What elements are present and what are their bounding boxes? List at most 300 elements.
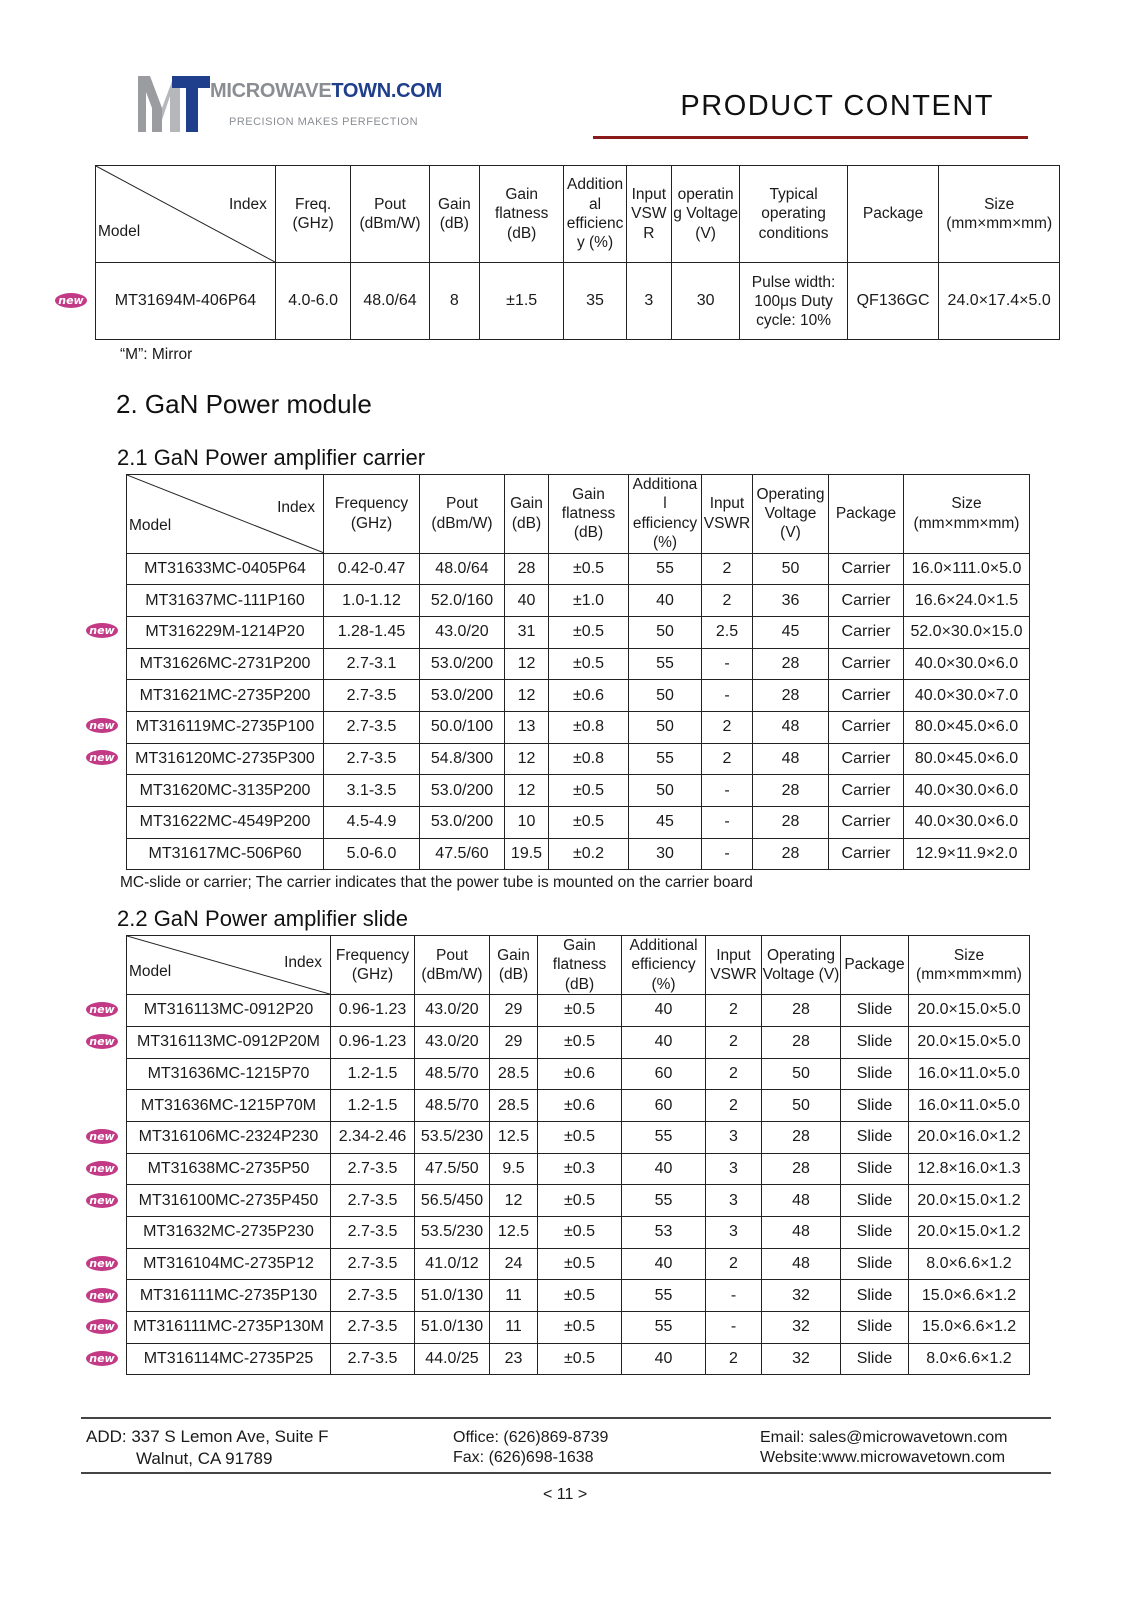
table-cell: 40 (622, 995, 706, 1027)
table-cell: 80.0×45.0×6.0 (904, 711, 1030, 743)
table-cell: 12 (505, 648, 549, 680)
company-logo (138, 74, 442, 144)
table-row (127, 1153, 1030, 1185)
table-cell: 12 (490, 1185, 538, 1217)
table-row (127, 1185, 1030, 1217)
footer-phone (453, 1428, 608, 1468)
corner-header-cell (96, 166, 276, 263)
logo-wordmark: MICROWAVETOWN.COM (210, 80, 442, 102)
table-cell: 55 (629, 553, 702, 585)
table-cell: 32 (762, 1312, 841, 1344)
table-cell: 31 (505, 616, 549, 648)
table-cell: Slide (841, 1121, 909, 1153)
table-row (127, 775, 1030, 807)
table-cell: Slide (841, 1058, 909, 1090)
column-header: Additional efficiency (%) (622, 936, 706, 995)
table-cell: 55 (629, 648, 702, 680)
table-cell: Slide (841, 1312, 909, 1344)
logo-tagline: PRECISION MAKES PERFECTION (229, 116, 419, 128)
table-cell: 2.7-3.5 (331, 1280, 415, 1312)
table-cell: 2 (702, 711, 753, 743)
table-cell: 16.0×111.0×5.0 (904, 553, 1030, 585)
column-header: Size (mm×mm×mm) (904, 475, 1030, 554)
corner-header-cell (127, 936, 331, 995)
product-table-mirror (95, 165, 1060, 340)
table-cell: 55 (622, 1280, 706, 1312)
table-cell: 2 (706, 1090, 762, 1122)
table-cell: 54.8/300 (420, 743, 505, 775)
table-header-row (127, 936, 1030, 995)
table-cell: 0.96-1.23 (331, 995, 415, 1027)
index-label: Index (284, 954, 322, 972)
table-cell: 16.6×24.0×1.5 (904, 585, 1030, 617)
table-cell: 28.5 (490, 1090, 538, 1122)
footer-address (86, 1426, 329, 1470)
table-cell: 2 (706, 1058, 762, 1090)
table-cell: ±0.8 (549, 743, 629, 775)
table-cell: 45 (753, 616, 829, 648)
column-header: Input VSW R (626, 166, 671, 263)
table-cell: - (702, 775, 753, 807)
table-cell: Carrier (829, 807, 904, 839)
table-cell: 8.0×6.6×1.2 (909, 1343, 1030, 1375)
table-cell: 12 (505, 775, 549, 807)
index-label: Index (229, 195, 267, 213)
table-row (127, 1121, 1030, 1153)
table-cell: 2.7-3.5 (331, 1248, 415, 1280)
table-cell: Carrier (829, 775, 904, 807)
table-cell: 48.5/70 (415, 1090, 490, 1122)
column-header: Size (mm×mm×mm) (909, 936, 1030, 995)
table-cell: 12.5 (490, 1121, 538, 1153)
email-link[interactable]: Email: sales@microwavetown.com (760, 1429, 1008, 1446)
table-cell: 51.0/130 (415, 1312, 490, 1344)
section-heading-gan-power-module: 2. GaN Power module (116, 389, 372, 419)
table-cell: 60 (622, 1058, 706, 1090)
column-header: Frequency (GHz) (331, 936, 415, 995)
table-cell: Carrier (829, 553, 904, 585)
column-header: Gain (dB) (505, 475, 549, 554)
table-cell: 8 (429, 263, 479, 340)
table-cell: Slide (841, 1090, 909, 1122)
table-row (127, 585, 1030, 617)
page-number: < 11 > (543, 1486, 588, 1503)
table-cell: 4.0-6.0 (275, 263, 350, 340)
column-header: Freq. (GHz) (275, 166, 350, 263)
new-badge-icon: new (86, 750, 118, 765)
table-cell: 2.5 (702, 616, 753, 648)
table-cell: 53 (622, 1216, 706, 1248)
column-header: Addition al efficienc y (%) (564, 166, 626, 263)
table-cell: 53.0/200 (420, 775, 505, 807)
table-cell: 28 (762, 1121, 841, 1153)
table-row (127, 838, 1030, 870)
new-badge-icon: new (86, 1193, 118, 1208)
table-cell: 32 (762, 1280, 841, 1312)
table-cell: 47.5/50 (415, 1153, 490, 1185)
table-cell: Slide (841, 1153, 909, 1185)
table-cell: ±0.5 (549, 775, 629, 807)
column-header: Operating Voltage (V) (753, 475, 829, 554)
table-cell: 50 (629, 680, 702, 712)
table-cell: Slide (841, 1026, 909, 1058)
table-cell: 44.0/25 (415, 1343, 490, 1375)
table-cell: 50 (753, 553, 829, 585)
table-cell: 32 (762, 1343, 841, 1375)
website-link[interactable]: Website:www.microwavetown.com (760, 1449, 1006, 1466)
table-row (96, 263, 1060, 340)
table-cell: 48 (762, 1248, 841, 1280)
table-cell: 2.7-3.5 (324, 743, 420, 775)
new-badge-icon: new (86, 1288, 118, 1303)
table-cell: ±1.0 (549, 585, 629, 617)
table-cell: ±0.5 (538, 1185, 622, 1217)
table-cell: ±0.5 (538, 1312, 622, 1344)
table-cell: Slide (841, 1248, 909, 1280)
table-cell: 28 (762, 995, 841, 1027)
table-cell: 2.7-3.5 (324, 680, 420, 712)
model-cell: MT31636MC-1215P70M (127, 1090, 331, 1122)
new-badge-icon: new (86, 1319, 118, 1334)
model-cell: MT316114MC-2735P25 (127, 1343, 331, 1375)
table-cell: 40.0×30.0×6.0 (904, 648, 1030, 680)
product-table-slide (126, 935, 1030, 1375)
table-cell: 15.0×6.6×1.2 (909, 1280, 1030, 1312)
table-cell: 40 (505, 585, 549, 617)
table-cell: - (702, 838, 753, 870)
table-cell: 48 (753, 711, 829, 743)
table-header-row (127, 475, 1030, 554)
new-badge-icon: new (86, 1002, 118, 1017)
table-cell: 2.34-2.46 (331, 1121, 415, 1153)
table-cell: 28 (753, 648, 829, 680)
table-cell: 43.0/20 (420, 616, 505, 648)
address-line-1: ADD: 337 S Lemon Ave, Suite F (86, 1427, 329, 1446)
table-cell: 30 (671, 263, 739, 340)
section-heading-pa-slide: 2.2 GaN Power amplifier slide (117, 906, 409, 931)
column-header: Gain flatness (dB) (538, 936, 622, 995)
table-cell: 50 (762, 1058, 841, 1090)
table-cell: 40.0×30.0×6.0 (904, 775, 1030, 807)
table-cell: 53.5/230 (415, 1216, 490, 1248)
table-cell: 20.0×15.0×5.0 (909, 995, 1030, 1027)
table-cell: 3 (706, 1153, 762, 1185)
table-cell: 2 (702, 743, 753, 775)
model-cell: MT31694M-406P64 (96, 263, 276, 340)
table-cell: 30 (629, 838, 702, 870)
table-cell: Slide (841, 1216, 909, 1248)
table-cell: 40 (622, 1026, 706, 1058)
table-cell: 12 (505, 743, 549, 775)
carrier-note: MC-slide or carrier; The carrier indicates that the power tube is mounted on the carrier board (120, 874, 753, 891)
footer-contact (760, 1428, 1007, 1468)
table-cell: 16.0×11.0×5.0 (909, 1090, 1030, 1122)
model-cell: MT316111MC-2735P130M (127, 1312, 331, 1344)
table-cell: 4.5-4.9 (324, 807, 420, 839)
table-cell: 0.42-0.47 (324, 553, 420, 585)
table-cell: 50 (629, 711, 702, 743)
new-badge-icon: new (86, 1351, 118, 1366)
table-row (127, 711, 1030, 743)
table-row (127, 553, 1030, 585)
column-header: operatin g Voltage (V) (671, 166, 739, 263)
table-cell: 52.0/160 (420, 585, 505, 617)
table-cell: Carrier (829, 743, 904, 775)
corner-header-cell (127, 475, 324, 554)
model-cell: MT31617MC-506P60 (127, 838, 324, 870)
table-cell: Slide (841, 1280, 909, 1312)
model-cell: MT31636MC-1215P70 (127, 1058, 331, 1090)
table-cell: 45 (629, 807, 702, 839)
column-header: Additiona l efficiency (%) (629, 475, 702, 554)
table-cell: 50 (762, 1090, 841, 1122)
table-cell: 55 (629, 743, 702, 775)
model-cell: MT316100MC-2735P450 (127, 1185, 331, 1217)
table-row (127, 1090, 1030, 1122)
column-header: Input VSWR (702, 475, 753, 554)
table-cell: Slide (841, 995, 909, 1027)
model-cell: MT316106MC-2324P230 (127, 1121, 331, 1153)
table-cell: 28 (753, 807, 829, 839)
office-phone: Office: (626)869-8739 (453, 1429, 609, 1446)
table-cell: ±0.5 (549, 553, 629, 585)
table-cell: 2 (706, 995, 762, 1027)
table-cell: 28 (505, 553, 549, 585)
table-cell: 28 (753, 775, 829, 807)
table-cell: ±0.5 (538, 1121, 622, 1153)
model-label: Model (98, 222, 141, 240)
table-cell: 2 (702, 553, 753, 585)
table-cell: ±0.3 (538, 1153, 622, 1185)
table-cell: 60 (622, 1090, 706, 1122)
table-cell: 3 (626, 263, 671, 340)
table-cell: 40 (622, 1153, 706, 1185)
column-header: Gain flatness (dB) (479, 166, 563, 263)
table-cell: - (702, 648, 753, 680)
table-cell: 2.7-3.5 (324, 711, 420, 743)
new-badge-icon: new (86, 1129, 118, 1144)
table-cell: 20.0×15.0×1.2 (909, 1185, 1030, 1217)
table-cell: ±0.6 (549, 680, 629, 712)
footer-bottom-rule (81, 1472, 1051, 1474)
table-cell: 47.5/60 (420, 838, 505, 870)
table-cell: 1.28-1.45 (324, 616, 420, 648)
table-cell: 50 (629, 616, 702, 648)
table-cell: 5.0-6.0 (324, 838, 420, 870)
table-cell: 16.0×11.0×5.0 (909, 1058, 1030, 1090)
table-cell: 53.0/200 (420, 680, 505, 712)
table-cell: ±0.8 (549, 711, 629, 743)
table-cell: 3.1-3.5 (324, 775, 420, 807)
table-row (127, 1058, 1030, 1090)
table-cell: 2 (706, 1026, 762, 1058)
new-badge-icon: new (86, 718, 118, 733)
model-cell: MT31621MC-2735P200 (127, 680, 324, 712)
mirror-note: “M”: Mirror (120, 346, 193, 363)
model-cell: MT31626MC-2731P200 (127, 648, 324, 680)
table-cell: 40 (629, 585, 702, 617)
table-row (127, 1216, 1030, 1248)
table-cell: 48.0/64 (351, 263, 429, 340)
table-cell: ±0.5 (538, 1026, 622, 1058)
table-cell: 2.7-3.5 (331, 1153, 415, 1185)
table-cell: Slide (841, 1185, 909, 1217)
table-cell: 53.0/200 (420, 648, 505, 680)
model-cell: MT316111MC-2735P130 (127, 1280, 331, 1312)
column-header: Frequency (GHz) (324, 475, 420, 554)
table-cell: 23 (490, 1343, 538, 1375)
table-cell: 80.0×45.0×6.0 (904, 743, 1030, 775)
column-header: Package (841, 936, 909, 995)
table-cell: 28 (762, 1153, 841, 1185)
table-cell: 2 (706, 1343, 762, 1375)
column-header: Gain (dB) (490, 936, 538, 995)
column-header: Operating Voltage (V) (762, 936, 841, 995)
table-cell: ±0.5 (538, 995, 622, 1027)
section-heading-pa-carrier: 2.1 GaN Power amplifier carrier (117, 445, 426, 470)
table-cell: ±0.5 (538, 1343, 622, 1375)
table-cell: 50.0/100 (420, 711, 505, 743)
table-cell: 11 (490, 1280, 538, 1312)
column-header: Gain flatness (dB) (549, 475, 629, 554)
table-cell: 12.5 (490, 1216, 538, 1248)
table-cell: Slide (841, 1343, 909, 1375)
model-cell: MT31620MC-3135P200 (127, 775, 324, 807)
table-cell: 1.2-1.5 (331, 1090, 415, 1122)
table-cell: 43.0/20 (415, 995, 490, 1027)
table-cell: 52.0×30.0×15.0 (904, 616, 1030, 648)
model-label: Model (129, 517, 172, 535)
model-cell: MT31637MC-111P160 (127, 585, 324, 617)
table-cell: - (706, 1280, 762, 1312)
table-cell: 20.0×16.0×1.2 (909, 1121, 1030, 1153)
column-header: Typical operating conditions (740, 166, 848, 263)
table-cell: ±0.5 (538, 1216, 622, 1248)
product-table-carrier (126, 474, 1030, 870)
table-cell: 3 (706, 1216, 762, 1248)
table-row (127, 743, 1030, 775)
table-cell: 40.0×30.0×6.0 (904, 807, 1030, 839)
table-cell: Pulse width: 100μs Duty cycle: 10% (740, 263, 848, 340)
model-cell: MT31638MC-2735P50 (127, 1153, 331, 1185)
table-cell: 50 (629, 775, 702, 807)
table-cell: - (706, 1312, 762, 1344)
table-cell: 10 (505, 807, 549, 839)
table-cell: 2.7-3.1 (324, 648, 420, 680)
table-cell: 11 (490, 1312, 538, 1344)
table-cell: 40.0×30.0×7.0 (904, 680, 1030, 712)
table-cell: ±1.5 (479, 263, 563, 340)
table-cell: ±0.5 (538, 1280, 622, 1312)
index-label: Index (277, 499, 315, 517)
table-cell: 13 (505, 711, 549, 743)
new-badge-icon: new (55, 293, 87, 308)
table-cell: 12.8×16.0×1.3 (909, 1153, 1030, 1185)
table-cell: 2 (706, 1248, 762, 1280)
table-cell: 12 (505, 680, 549, 712)
table-cell: 24 (490, 1248, 538, 1280)
model-cell: MT316229M-1214P20 (127, 616, 324, 648)
table-cell: ±0.5 (549, 616, 629, 648)
table-cell: 55 (622, 1121, 706, 1153)
page-title: PRODUCT CONTENT (680, 90, 994, 122)
table-cell: 2.7-3.5 (331, 1185, 415, 1217)
table-row (127, 1248, 1030, 1280)
table-cell: 40 (622, 1248, 706, 1280)
table-cell: 8.0×6.6×1.2 (909, 1248, 1030, 1280)
table-cell: 2.7-3.5 (331, 1343, 415, 1375)
table-cell: 53.0/200 (420, 807, 505, 839)
table-cell: 51.0/130 (415, 1280, 490, 1312)
table-cell: 15.0×6.6×1.2 (909, 1312, 1030, 1344)
table-cell: 28.5 (490, 1058, 538, 1090)
column-header: Package (829, 475, 904, 554)
table-cell: 48.5/70 (415, 1058, 490, 1090)
model-cell: MT316113MC-0912P20M (127, 1026, 331, 1058)
column-header: Input VSWR (706, 936, 762, 995)
table-cell: 2.7-3.5 (331, 1312, 415, 1344)
table-cell: 3 (706, 1121, 762, 1153)
column-header: Pout (dBm/W) (415, 936, 490, 995)
model-label: Model (129, 962, 172, 980)
model-cell: MT316119MC-2735P100 (127, 711, 324, 743)
column-header: Package (847, 166, 938, 263)
model-cell: MT31633MC-0405P64 (127, 553, 324, 585)
table-cell: 12.9×11.9×2.0 (904, 838, 1030, 870)
table-row (127, 1280, 1030, 1312)
table-cell: Carrier (829, 648, 904, 680)
table-header-row (96, 166, 1060, 263)
address-line-2: Walnut, CA 91789 (136, 1449, 273, 1468)
table-cell: 41.0/12 (415, 1248, 490, 1280)
table-cell: 53.5/230 (415, 1121, 490, 1153)
title-underline (593, 136, 1028, 139)
new-badge-icon: new (86, 1256, 118, 1271)
table-cell: Carrier (829, 711, 904, 743)
table-cell: 56.5/450 (415, 1185, 490, 1217)
table-cell: 48.0/64 (420, 553, 505, 585)
table-cell: ±0.5 (538, 1248, 622, 1280)
table-cell: 9.5 (490, 1153, 538, 1185)
column-header: Pout (dBm/W) (351, 166, 429, 263)
table-row (127, 1026, 1030, 1058)
table-cell: 43.0/20 (415, 1026, 490, 1058)
model-cell: MT316113MC-0912P20 (127, 995, 331, 1027)
table-cell: QF136GC (847, 263, 938, 340)
table-cell: ±0.5 (549, 648, 629, 680)
column-header: Pout (dBm/W) (420, 475, 505, 554)
table-cell: 1.0-1.12 (324, 585, 420, 617)
table-cell: 36 (753, 585, 829, 617)
table-cell: 29 (490, 995, 538, 1027)
table-row (127, 648, 1030, 680)
new-badge-icon: new (86, 1161, 118, 1176)
table-cell: ±0.6 (538, 1058, 622, 1090)
column-header: Gain (dB) (429, 166, 479, 263)
table-cell: Carrier (829, 585, 904, 617)
table-cell: 35 (564, 263, 626, 340)
model-cell: MT31622MC-4549P200 (127, 807, 324, 839)
table-cell: 55 (622, 1185, 706, 1217)
table-cell: Carrier (829, 616, 904, 648)
table-cell: 48 (762, 1216, 841, 1248)
table-cell: Carrier (829, 680, 904, 712)
new-badge-icon: new (86, 623, 118, 638)
table-row (127, 616, 1030, 648)
table-cell: - (702, 807, 753, 839)
table-cell: 28 (762, 1026, 841, 1058)
table-cell: 2 (702, 585, 753, 617)
